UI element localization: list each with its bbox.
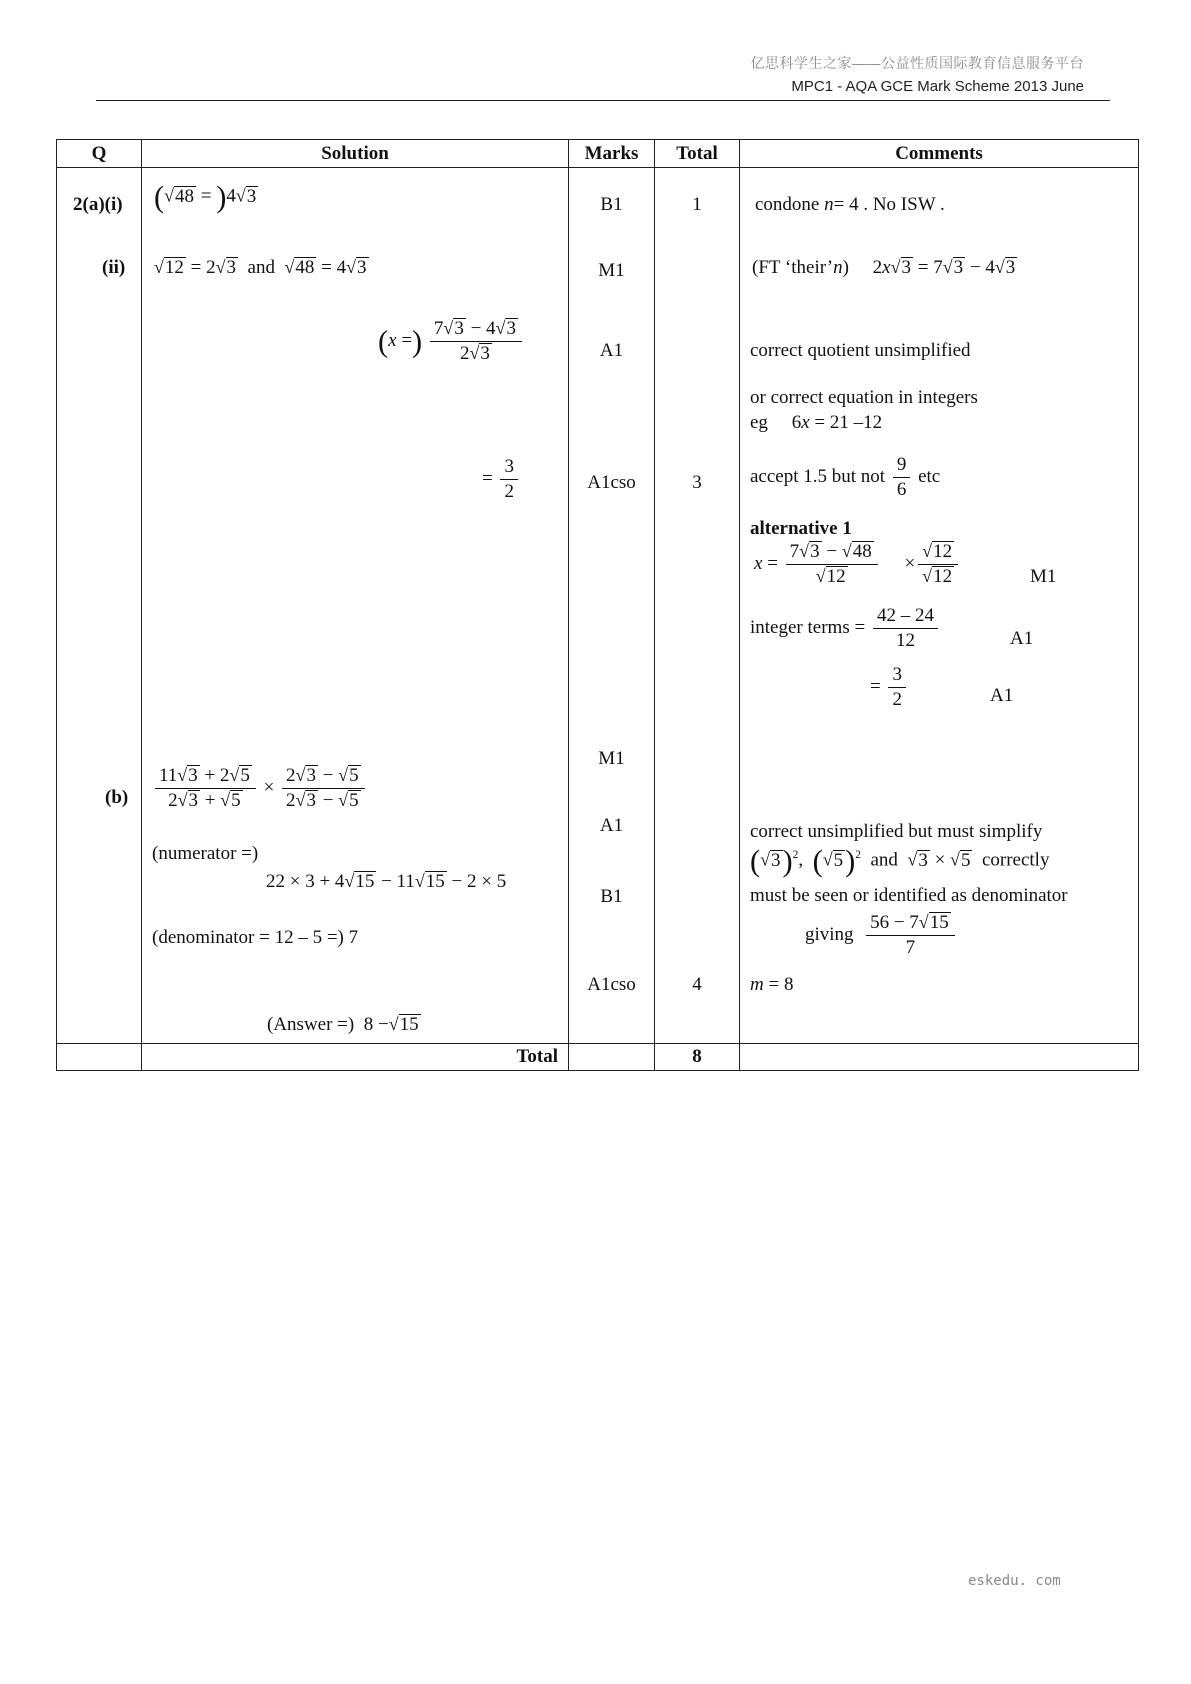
comment-aii-accept: accept 1.5 but not $\frac{9}{6}$ etc <box>750 454 941 500</box>
comment-aii-quotient: correct quotient unsimplified <box>750 340 971 361</box>
paren-open: ( <box>154 180 165 214</box>
mark-ai: B1 <box>600 194 623 215</box>
fraction: $\frac{7√3 - 4√3}{2√3}$ <box>430 318 522 366</box>
comment-alt-mark-a1: A1 <box>1010 628 1034 649</box>
total-label: Total <box>142 1044 569 1071</box>
comment-alt-mark-a1-2: A1 <box>990 685 1014 706</box>
mark-b-a1: A1 <box>599 815 624 836</box>
comment-alt-title: alternative 1 <box>750 518 852 539</box>
radicand: 48 <box>175 185 195 207</box>
fraction: $\frac{7√3 - √48}{√12}$ <box>786 541 878 589</box>
comment-alt-mark-m1: M1 <box>1030 566 1057 587</box>
table-body-row <box>57 168 1139 1044</box>
comment-alt-line2: integer terms = $\frac{42 - 24}{12}$ <box>750 605 941 653</box>
solution-column <box>142 168 569 1044</box>
comment-b-m: m = 8 <box>750 974 794 995</box>
header-comments: Comments <box>740 140 1139 168</box>
coefficient: 4 <box>226 185 236 207</box>
table-total-row <box>57 1044 1139 1071</box>
comment-aii-ft: (FT ‘their’n) 2x√3 = 7√3 − 4√3 <box>752 257 1016 278</box>
q-label-2a-i: 2(a)(i) <box>73 194 123 215</box>
comment-b-denominator: must be seen or identified as denominator <box>750 885 1068 906</box>
q-label-ii: (ii) <box>102 257 126 278</box>
solution-b-step1: $\frac{11√3 + 2√5}{2√3 + √5}$ × $\frac{2√3 - √5}{2√3 - √5}$ <box>152 765 368 813</box>
mark-b-b1: B1 <box>600 886 623 907</box>
comment-aii-integers: or correct equation in integers <box>750 387 978 408</box>
total-b: 4 <box>692 974 702 995</box>
solution-aii-step2: (x =) $\frac{7√3 - 4√3}{2√3}$ <box>378 318 525 366</box>
solution-ai: (√48 = )4√3 <box>154 180 257 214</box>
paren-close: ) <box>216 180 227 214</box>
mark-aii-m1: M1 <box>598 260 625 281</box>
comment-b-simplify: $(√3)^2$, $(√5)^2$ and √3 × √5 correctly <box>750 844 1050 878</box>
fraction: $\frac{9}{6}$ <box>893 454 911 502</box>
radicand: 3 <box>246 185 257 207</box>
solution-b-numerator: 22 × 3 + 4√15 − 11√15 − 2 × 5 <box>266 871 507 892</box>
header-total: Total <box>655 140 740 168</box>
header-q: Q <box>57 140 142 168</box>
fraction: $\frac{11√3 + 2√5}{2√3 + √5}$ <box>155 765 256 813</box>
header-document-title: MPC1 - AQA GCE Mark Scheme 2013 June <box>791 78 1084 95</box>
fraction: $\frac{42 - 24}{12}$ <box>873 605 938 653</box>
mark-scheme-table <box>56 139 1139 1071</box>
footer-site: eskedu. com <box>968 1573 1061 1589</box>
total-ai: 1 <box>692 194 702 215</box>
q-label-b: (b) <box>105 787 129 808</box>
fraction: $\frac{3}{2}$ <box>500 456 518 504</box>
fraction: $\frac{√12}{√12}$ <box>918 541 958 589</box>
solution-b-numerator-label: (numerator =) <box>152 843 259 864</box>
mark-aii-a1: A1 <box>599 340 624 361</box>
comment-alt-line1: x = $\frac{7√3 - √48}{√12}$ × $\frac{√12}{√12}$ <box>754 541 961 589</box>
solution-b-denominator: (denominator = 12 – 5 =) 7 <box>152 927 359 948</box>
header-marks: Marks <box>569 140 655 168</box>
solution-b-answer: (Answer =) 8 −√15 <box>267 1014 419 1035</box>
header-rule <box>96 100 1110 101</box>
fraction: $\frac{3}{2}$ <box>888 664 906 712</box>
mark-aii-a1cso: A1cso <box>587 472 636 493</box>
comment-ai: condone n= 4 . No ISW . <box>755 194 945 215</box>
marks-column <box>569 168 655 1044</box>
comments-column <box>740 168 1139 1044</box>
header-site-name: 亿思科学生之家——公益性质国际教育信息服务平台 <box>750 55 1084 71</box>
equals: = <box>200 185 212 207</box>
mark-b-a1cso: A1cso <box>587 974 636 995</box>
solution-aii-step1: √12 = 2√3 and √48 = 4√3 <box>154 257 367 278</box>
total-value: 8 <box>655 1044 740 1071</box>
q-column <box>57 168 142 1044</box>
comment-alt-line3: = $\frac{3}{2}$ <box>870 664 909 712</box>
total-aii: 3 <box>692 472 702 493</box>
table-header-row <box>57 140 1139 168</box>
mark-b-m1: M1 <box>598 748 625 769</box>
comment-aii-eg: eg 6x = 21 –12 <box>750 412 883 433</box>
total-column <box>655 168 740 1044</box>
comment-b-giving: giving $\frac{56 - 7√15}{7}$ <box>805 912 958 960</box>
fraction: $\frac{2√3 - √5}{2√3 - √5}$ <box>282 765 365 813</box>
solution-aii-step3: = $\frac{3}{2}$ <box>482 456 521 504</box>
comment-b-unsimplified: correct unsimplified but must simplify <box>750 821 1043 842</box>
fraction: $\frac{56 - 7√15}{7}$ <box>866 912 955 960</box>
header-solution: Solution <box>142 140 569 168</box>
